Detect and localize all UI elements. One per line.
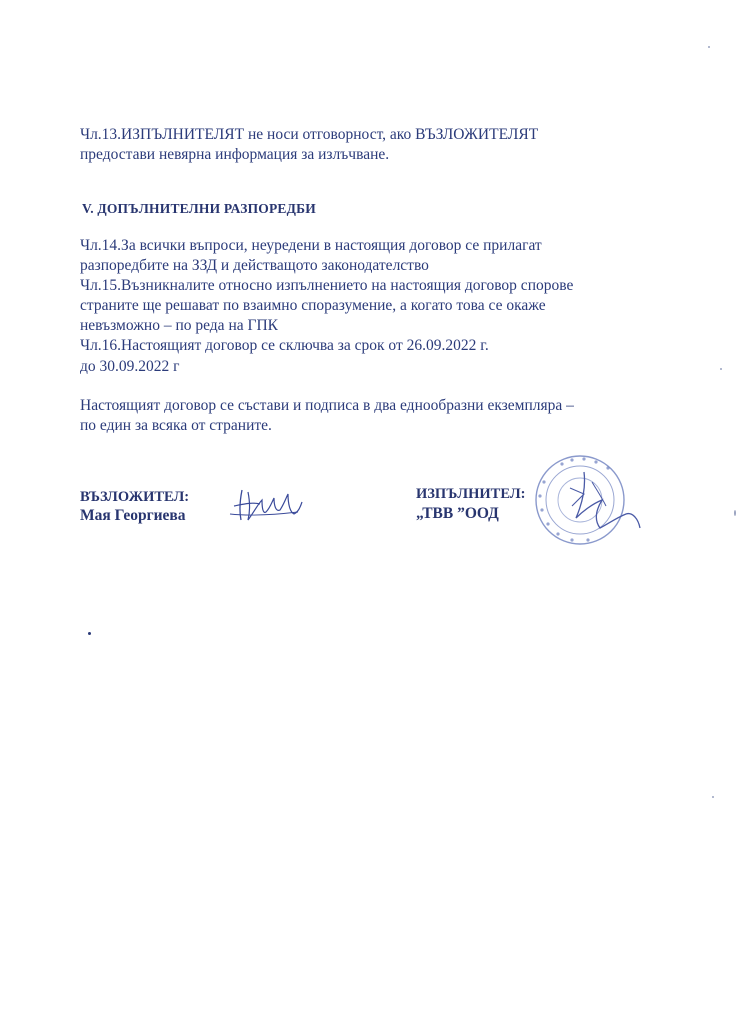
article-15-line-1: Чл.15.Възникналите относно изпълнението на настоящия договор спорове [80,277,574,294]
company-stamp-icon [522,448,644,556]
article-13-line-2: предостави невярна информация за излъчване. [80,146,390,163]
stray-mark [88,632,91,635]
article-16-line-1: Чл.16.Настоящият договор се сключва за срок от 26.09.2022 г. [80,337,489,354]
article-15-line-3: невъзможно – по реда на ГПК [80,317,278,334]
client-signature [228,482,306,528]
paper-speck [734,510,736,516]
contractor-name: „ТВВ ”ООД [416,505,499,522]
article-16-line-2: до 30.09.2022 г [80,358,180,375]
article-15-line-2: страните ще решават по взаимно споразумение, а когато това се окаже [80,297,546,314]
paper-speck [712,796,714,798]
article-13-line-1: Чл.13.ИЗПЪЛНИТЕЛЯТ не носи отговорност, ако ВЪЗЛОЖИТЕЛЯТ [80,126,539,143]
section-heading: V. ДОПЪЛНИТЕЛНИ РАЗПОРЕДБИ [82,201,316,216]
article-14-line-2: разпоредбите на ЗЗД и действащото законодателство [80,257,429,274]
closing-line-2: по един за всяка от страните. [80,417,272,434]
paper-speck [720,368,722,370]
paper-speck [708,46,710,48]
article-14-line-1: Чл.14.За всички въпроси, неуредени в настоящия договор се прилагат [80,237,542,254]
contractor-label: ИЗПЪЛНИТЕЛ: [416,486,526,502]
closing-line-1: Настоящият договор се състави и подписа в два еднообразни екземпляра – [80,397,574,414]
client-label: ВЪЗЛОЖИТЕЛ: [80,489,190,505]
client-name: Мая Георгиева [80,507,186,524]
